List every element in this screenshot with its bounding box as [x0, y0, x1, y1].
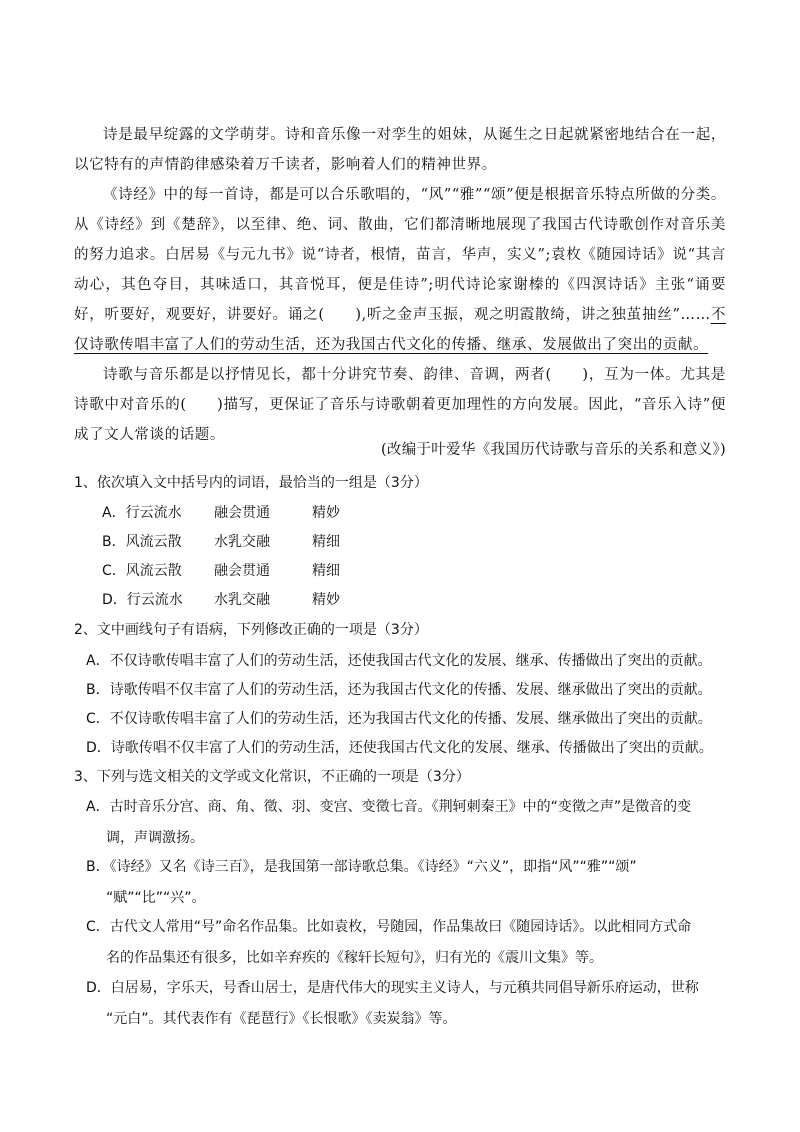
question-3-option-c-line-2: 名的作品集还有很多，比如辛弃疾的《稼轩长短句》，归有光的《震川文集》等。: [106, 950, 603, 966]
passage-paragraph-1: 诗是最早绽露的文学萌芽。诗和音乐像一对孪生的姐妹，从诞生之日起就紧密地结合在一起，以它特有的声情韵律感染着万千读者，影响着人们的精神世界。: [74, 127, 726, 173]
question-2-option-d: D．诗歌传唱不仅丰富了人们的劳动生活，还使我国古代文化的发展、继承、传播做出了突出的贡献。: [86, 740, 713, 756]
option-c-word-2: 融会贯通: [214, 563, 270, 579]
option-c-word-1: C．风流云散: [102, 563, 182, 579]
question-1-stem: 1、依次填入文中括号内的词语，最恰当的一组是（3分）: [74, 475, 428, 491]
option-c-word-3: 精细: [312, 563, 340, 579]
question-3-option-c: [86, 912, 726, 974]
question-3-option-a-line-2: 调，声调激扬。: [106, 830, 204, 846]
underlined-sentence: 不仅诗歌传唱丰富了人们的劳动生活，还为我国古代文化的传播、继承、发展做出了突出的贡献。: [74, 307, 726, 353]
question-3-option-a: [86, 792, 726, 854]
question-3-option-c-line-1: C．古代文人常用“号”命名作品集。比如袁枚，号随园，作品集故曰《随园诗话》。以此相同方式命: [86, 919, 692, 935]
option-a-word-1: A．行云流水: [102, 505, 182, 521]
option-d-word-3: 精妙: [312, 592, 340, 608]
passage-paragraph-2: [74, 180, 726, 360]
question-3-stem: 3、下列与选文相关的文学或文化常识，不正确的一项是（3分）: [74, 769, 470, 785]
question-2-option-b: B．诗歌传唱不仅丰富了人们的劳动生活，还为我国古代文化的传播、发展、继承做出了突出的贡献。: [86, 682, 712, 698]
option-b-word-2: 水乳交融: [214, 534, 270, 550]
option-b-word-3: 精细: [312, 534, 340, 550]
option-b-word-1: B．风流云散: [102, 534, 182, 550]
option-d-word-2: 水乳交融: [214, 592, 270, 608]
passage-source: (改编于叶爱华《我国历代诗歌与音乐的关系和意义》): [380, 442, 726, 458]
question-3-option-b-line-2: “赋”“比”“兴”。: [106, 890, 206, 906]
question-3-option-d-line-1: D．白居易，字乐天，号香山居士，是唐代伟大的现实主义诗人，与元稹共同倡导新乐府运动，世称: [86, 980, 699, 996]
question-2-option-a: A．不仅诗歌传唱丰富了人们的劳动生活，还使我国古代文化的发展、继承、传播做出了突出的贡献。: [86, 653, 712, 669]
question-3-option-b-line-1: B．《诗经》又名《诗三百》，是我国第一部诗歌总集。《诗经》“六义”，即指“风”“雅”“颂”: [86, 859, 637, 875]
reading-passage: [74, 120, 726, 450]
option-a-word-2: 融会贯通: [214, 505, 270, 521]
question-3-option-a-line-1: A．古时音乐分宫、商、角、徵、羽、变宫、变徵七音。《荆轲刺秦王》中的“变徵之声”是徵音的变: [86, 799, 692, 815]
question-3-option-d: [86, 973, 726, 1035]
passage-paragraph-2-text: 《诗经》中的每一首诗，都是可以合乐歌唱的，“风”“雅”“颂”便是根据音乐特点所做的分类。从《诗经》到《楚辞》，以至律、绝、词、散曲，它们都清晰地展现了我国古代诗歌创作对音乐美的努力追求。白居易《与元九书》说“诗者，根情，苗言，华声，实义”;袁枚《随园诗话》说“其言动心，其色夺目，其味适口，其音悦耳，便是佳诗”;明代诗论家谢榛的《四溟诗话》主张“诵要好，听要好，观要好，讲要好。诵之( ),听之金声玉振，观之明霞散绮，讲之独茧抽丝”……: [74, 187, 726, 323]
question-2-option-c: C．不仅诗歌传唱丰富了人们的劳动生活，还为我国古代文化的传播、发展、继承做出了突出的贡献。: [86, 711, 712, 727]
question-3-option-d-line-2: “元白”。其代表作有《琵琶行》《长恨歌》《卖炭翁》等。: [106, 1011, 457, 1027]
passage-paragraph-3: 诗歌与音乐都是以抒情见长，都十分讲究节奏、韵律、音调，两者( )，互为一体。尤其是诗歌中对音乐的( )描写，更保证了音乐与诗歌朝着更加理性的方向发展。因此，“音乐入诗”便成了文人常谈的话题。: [74, 367, 726, 443]
question-2-stem: 2、文中画线句子有语病，下列修改正确的一项是（3分）: [74, 622, 428, 638]
option-d-word-1: D．行云流水: [102, 592, 183, 608]
option-a-word-3: 精妙: [312, 505, 340, 521]
question-3-option-b: [86, 852, 726, 914]
